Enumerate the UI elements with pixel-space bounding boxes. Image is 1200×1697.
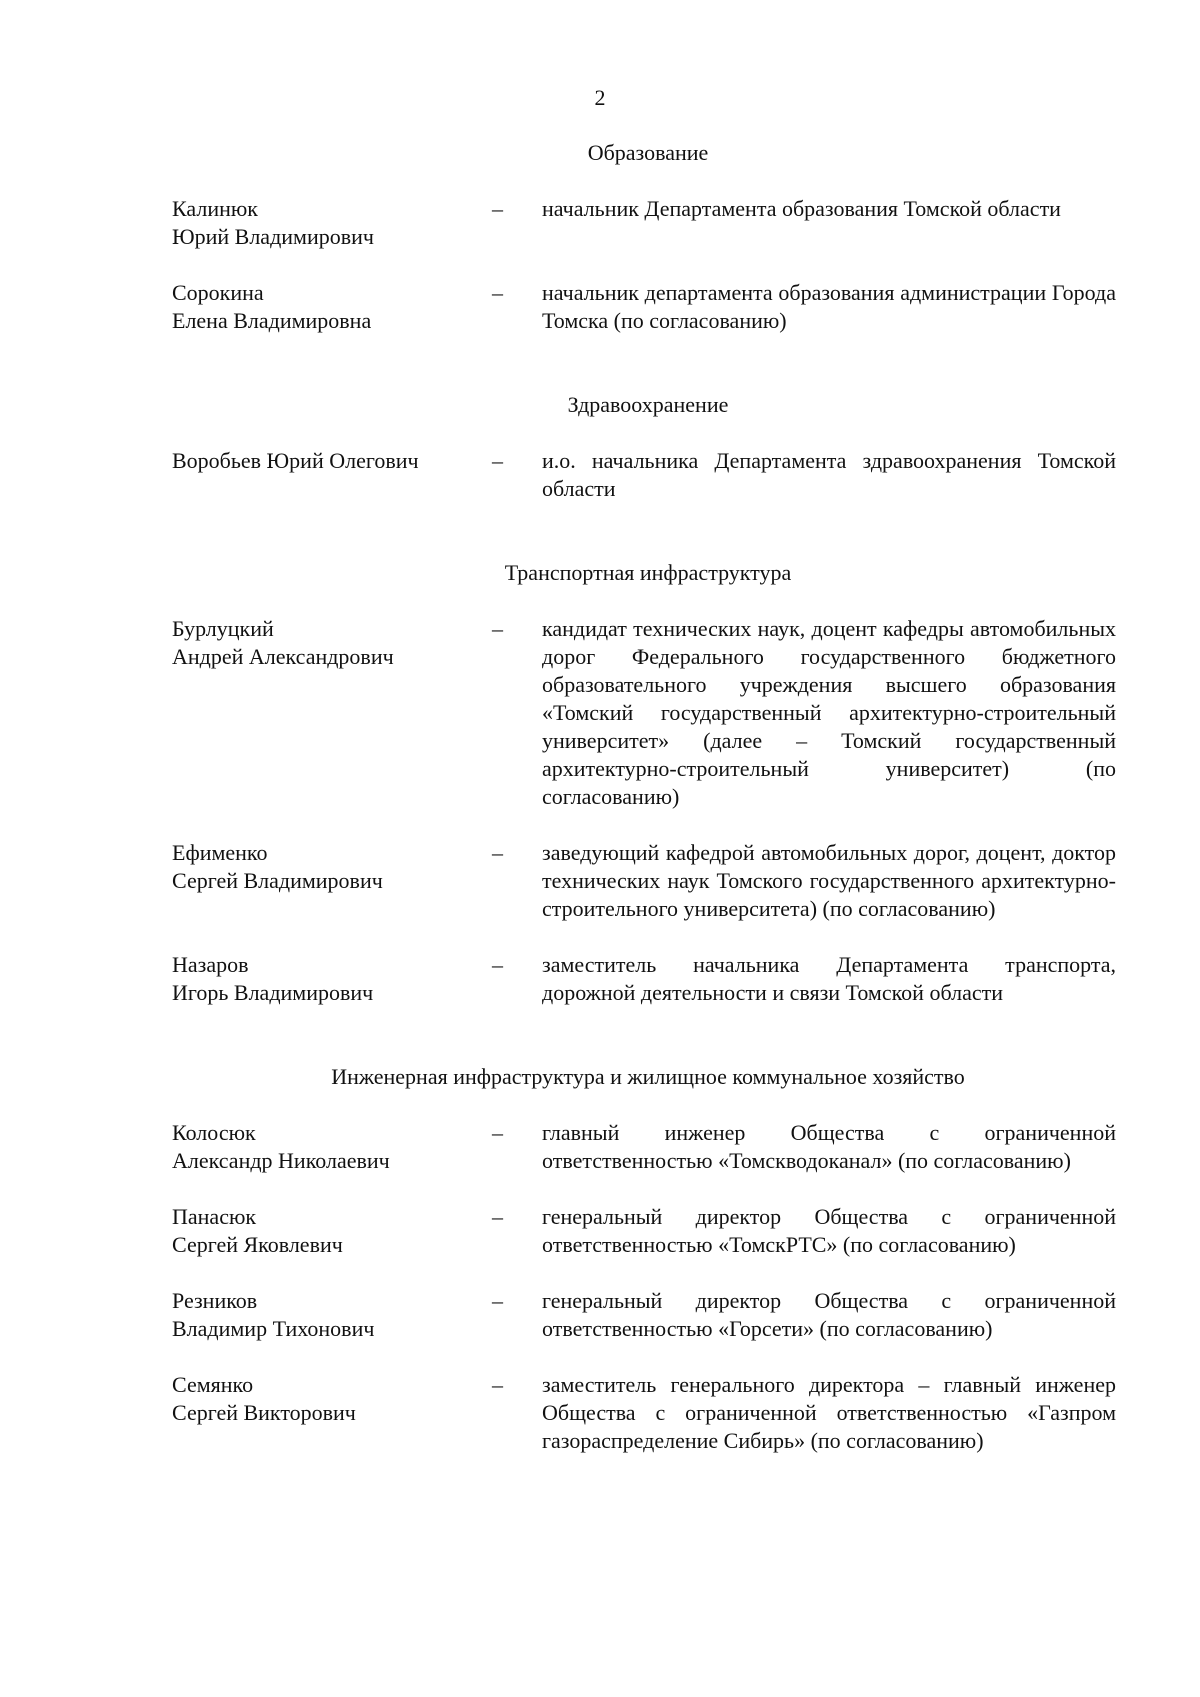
member-dash: – [492,1372,503,1397]
member-entry [172,1119,1116,1175]
section-engineering [172,1063,1116,1455]
section-heading: Инженерная инфраструктура и жилищное коммунальное хозяйство [331,1064,965,1089]
section-transport [172,559,1116,1007]
member-name [172,279,492,335]
member-surname: Калинюк [172,196,258,221]
member-name [172,1287,492,1343]
member-given-names: Александр Николаевич [172,1148,390,1173]
member-role: заместитель начальника Департамента транспорта, дорожной деятельности и связи Томской области [542,952,1116,1005]
member-surname: Сорокина [172,280,264,305]
member-name [172,1203,492,1259]
member-entry [172,1371,1116,1455]
section-heading: Здравоохранение [567,392,729,417]
member-entry [172,1287,1116,1343]
member-entry [172,615,1116,811]
member-entry [172,447,1116,503]
member-dash: – [492,616,503,641]
member-surname: Воробьев Юрий Олегович [172,448,419,473]
member-surname: Колосюк [172,1120,256,1145]
member-given-names: Владимир Тихонович [172,1316,375,1341]
member-role: генеральный директор Общества с ограниченной ответственностью «ТомскРТС» (по согласованию) [542,1204,1116,1257]
member-entry [172,279,1116,335]
section-education [172,139,1116,335]
member-role: заведующий кафедрой автомобильных дорог, доцент, доктор технических наук Томского государственного архитектурно-строительного университета) (по согласованию) [542,840,1116,921]
member-name [172,447,492,503]
section-heading: Транспортная инфраструктура [504,560,792,585]
member-given-names: Елена Владимировна [172,308,372,333]
member-role: главный инженер Общества с ограниченной ответственностью «Томскводоканал» (по согласованию) [542,1120,1116,1173]
member-given-names: Игорь Владимирович [172,980,374,1005]
section-heading: Образование [587,140,709,165]
member-given-names: Сергей Яковлевич [172,1232,343,1257]
member-name [172,951,492,1007]
member-dash: – [492,1204,503,1229]
member-given-names: Сергей Владимирович [172,868,383,893]
section-healthcare [172,391,1116,503]
member-name [172,839,492,923]
member-name [172,1119,492,1175]
committee-list [172,139,1116,1455]
member-role: заместитель генерального директора – главный инженер Общества с ограниченной ответственностью «Газпром газораспределение Сибирь» (по согласованию) [542,1372,1116,1453]
member-name [172,195,492,251]
member-role: и.о. начальника Департамента здравоохранения Томской области [542,448,1116,501]
member-dash: – [492,952,503,977]
member-surname: Резников [172,1288,258,1313]
member-dash: – [492,196,503,221]
member-surname: Панасюк [172,1204,257,1229]
member-name [172,615,492,811]
member-entry [172,1203,1116,1259]
page-number: 2 [594,85,606,110]
member-entry [172,951,1116,1007]
member-entry [172,839,1116,923]
member-dash: – [492,280,503,305]
member-dash: – [492,840,503,865]
member-given-names: Андрей Александрович [172,644,394,669]
member-entry [172,195,1116,251]
member-given-names: Сергей Викторович [172,1400,356,1425]
member-name [172,1371,492,1455]
member-role: генеральный директор Общества с ограниченной ответственностью «Горсети» (по согласованию) [542,1288,1116,1341]
member-dash: – [492,1288,503,1313]
member-dash: – [492,448,503,473]
member-surname: Ефименко [172,840,268,865]
member-surname: Семянко [172,1372,254,1397]
member-role: начальник Департамента образования Томской области [542,196,1061,221]
member-given-names: Юрий Владимирович [172,224,374,249]
member-role: кандидат технических наук, доцент кафедры автомобильных дорог Федерального государственного бюджетного образовательного учреждения высшего образования «Томский государственный архитектурно-строительный университет» (далее – Томский государственный архитектурно-строительный университет) (по согласованию) [542,616,1116,809]
member-role: начальник департамента образования администрации Города Томска (по согласованию) [542,280,1116,333]
member-surname: Бурлуцкий [172,616,274,641]
member-surname: Назаров [172,952,249,977]
member-dash: – [492,1120,503,1145]
